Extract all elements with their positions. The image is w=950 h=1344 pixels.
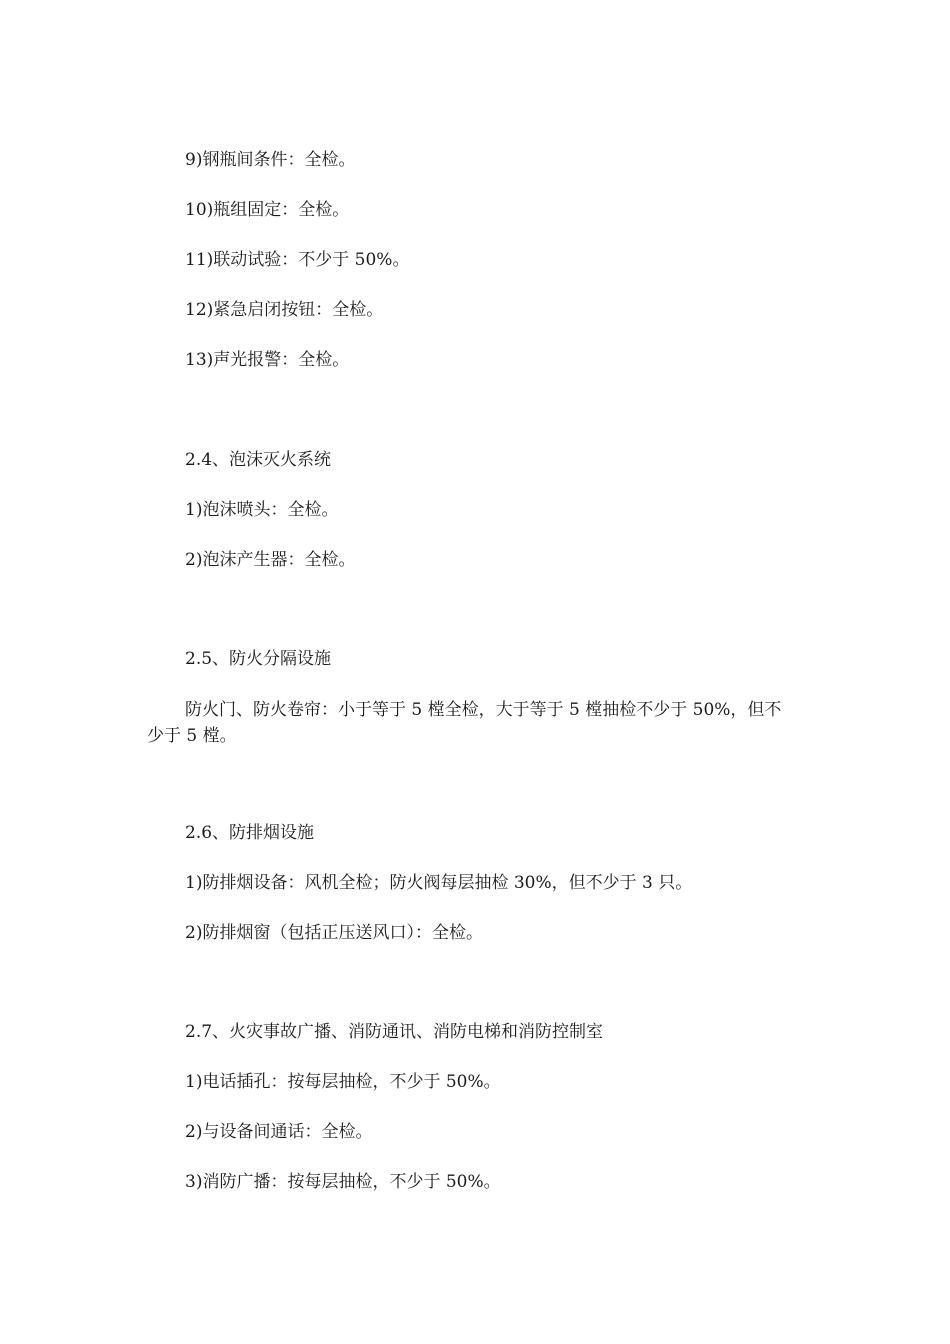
list-item: 13)声光报警：全检。 (185, 350, 350, 370)
section-heading-2-7: 2.7、火灾事故广播、消防通讯、消防电梯和消防控制室 (185, 1022, 604, 1042)
list-item: 10)瓶组固定：全检。 (185, 200, 350, 220)
list-item: 1)泡沫喷头：全检。 (185, 500, 339, 520)
list-item: 2)与设备间通话：全检。 (185, 1122, 373, 1142)
list-item: 1)防排烟设备：风机全检；防火阀每层抽检 30%，但不少于 3 只。 (185, 873, 693, 893)
section-heading-2-4: 2.4、泡沫灭火系统 (185, 450, 332, 470)
list-item: 12)紧急启闭按钮：全检。 (185, 300, 384, 320)
list-item: 1)电话插孔：按每层抽检，不少于 50%。 (185, 1072, 501, 1092)
body-paragraph: 防火门、防火卷帘：小于等于 5 樘全检，大于等于 5 樘抽检不少于 50%，但不少于 5 樘。 (147, 700, 782, 746)
list-item: 3)消防广播：按每层抽检，不少于 50%。 (185, 1172, 501, 1192)
section-heading-2-5: 2.5、防火分隔设施 (185, 649, 332, 669)
section-heading-2-6: 2.6、防排烟设施 (185, 823, 315, 843)
list-item: 2)泡沫产生器：全检。 (185, 550, 356, 570)
list-item: 9)钢瓶间条件：全检。 (185, 150, 356, 170)
list-item: 11)联动试验：不少于 50%。 (185, 250, 410, 270)
list-item: 2)防排烟窗（包括正压送风口）：全检。 (185, 923, 483, 943)
